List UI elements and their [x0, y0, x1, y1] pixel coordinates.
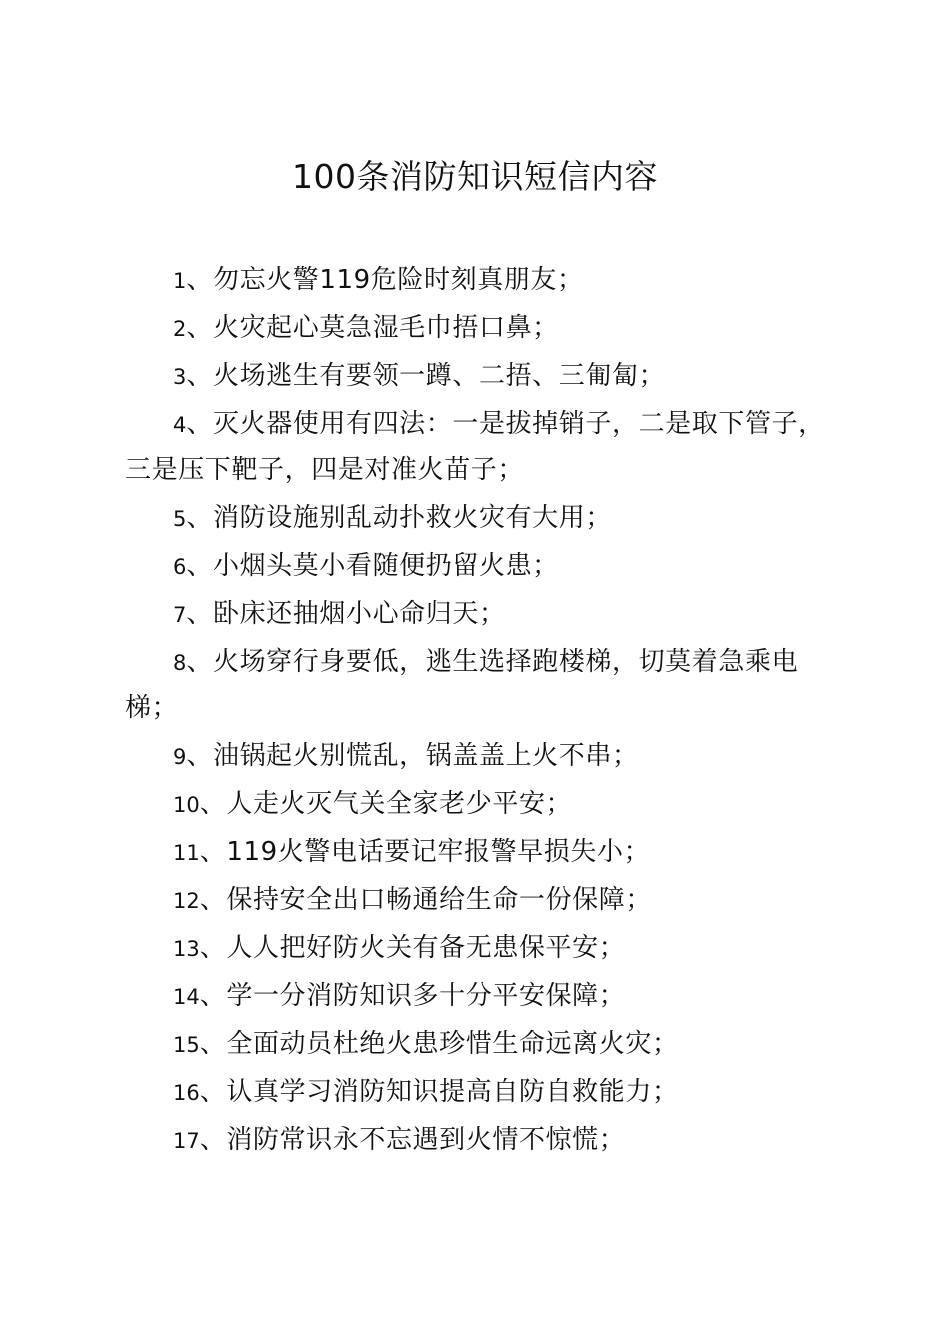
item-text: 119火警电话要记牢报警早损失小； — [226, 837, 651, 867]
item-number: 7 — [173, 603, 187, 627]
item-number: 4 — [173, 413, 187, 437]
item-text: 火灾起心莫急湿毛巾捂口鼻； — [212, 313, 559, 343]
item-text: 人人把好防火关有备无患保平安； — [226, 933, 626, 963]
list-item: 17、消防常识永不忘遇到火情不惊慌； — [173, 1125, 626, 1155]
item-number: 14 — [173, 985, 200, 1009]
list-item: 14、学一分消防知识多十分平安保障； — [173, 981, 626, 1011]
item-text: 学一分消防知识多十分平安保障； — [226, 981, 626, 1011]
document-title: 100条消防知识短信内容 — [292, 157, 658, 196]
list-item: 9、油锅起火别慌乱，锅盖盖上火不串； — [173, 741, 639, 771]
list-item: 4、灭火器使用有四法：一是拔掉销子，二是取下管子，三是压下靶子，四是对准火苗子； — [125, 409, 825, 485]
list-item: 12、保持安全出口畅通给生命一份保障； — [173, 885, 652, 915]
list-item: 8、火场穿行身要低，逃生选择跑楼梯，切莫着急乘电梯； — [125, 647, 799, 723]
item-number: 11 — [173, 841, 200, 865]
item-text: 认真学习消防知识提高自防自救能力； — [226, 1077, 679, 1107]
item-text: 卧床还抽烟小心命归天； — [212, 599, 506, 629]
list-item: 1、勿忘火警119危险时刻真朋友； — [173, 265, 584, 295]
list-item: 3、火场逃生有要领一蹲、二捂、三匍匐； — [173, 361, 666, 391]
list-item: 13、人人把好防火关有备无患保平安； — [173, 933, 626, 963]
list-item: 10、人走火灭气关全家老少平安； — [173, 789, 573, 819]
item-number: 3 — [173, 365, 187, 389]
item-number: 16 — [173, 1081, 200, 1105]
item-text: 火场穿行身要低，逃生选择跑楼梯，切莫着急乘电梯； — [125, 647, 799, 723]
item-text: 消防常识永不忘遇到火情不惊慌； — [226, 1125, 626, 1155]
item-text: 全面动员杜绝火患珍惜生命远离火灾； — [226, 1029, 679, 1059]
item-number: 1 — [173, 269, 187, 293]
item-number: 6 — [173, 555, 187, 579]
item-text: 消防设施别乱动扑救火灾有大用； — [212, 503, 612, 533]
item-number: 15 — [173, 1033, 200, 1057]
item-text: 勿忘火警119危险时刻真朋友； — [212, 265, 584, 295]
item-text: 人走火灭气关全家老少平安； — [226, 789, 573, 819]
item-number: 9 — [173, 745, 187, 769]
list-item: 11、119火警电话要记牢报警早损失小； — [173, 837, 651, 867]
list-item: 2、火灾起心莫急湿毛巾捂口鼻； — [173, 313, 559, 343]
item-list — [125, 258, 825, 1166]
item-number: 2 — [173, 317, 187, 341]
item-text: 保持安全出口畅通给生命一份保障； — [226, 885, 652, 915]
item-number: 8 — [173, 651, 187, 675]
item-text: 灭火器使用有四法：一是拔掉销子，二是取下管子，三是压下靶子，四是对准火苗子； — [125, 409, 825, 485]
item-text: 油锅起火别慌乱，锅盖盖上火不串； — [212, 741, 639, 771]
item-text: 小烟头莫小看随便扔留火患； — [212, 551, 559, 581]
item-number: 10 — [173, 793, 200, 817]
list-item: 7、卧床还抽烟小心命归天； — [173, 599, 506, 629]
item-number: 13 — [173, 937, 200, 961]
list-item: 16、认真学习消防知识提高自防自救能力； — [173, 1077, 679, 1107]
item-text: 火场逃生有要领一蹲、二捂、三匍匐； — [212, 361, 666, 391]
list-item: 6、小烟头莫小看随便扔留火患； — [173, 551, 559, 581]
list-item: 5、消防设施别乱动扑救火灾有大用； — [173, 503, 612, 533]
item-number: 12 — [173, 889, 200, 913]
item-number: 5 — [173, 507, 187, 531]
item-number: 17 — [173, 1129, 200, 1153]
list-item: 15、全面动员杜绝火患珍惜生命远离火灾； — [173, 1029, 679, 1059]
